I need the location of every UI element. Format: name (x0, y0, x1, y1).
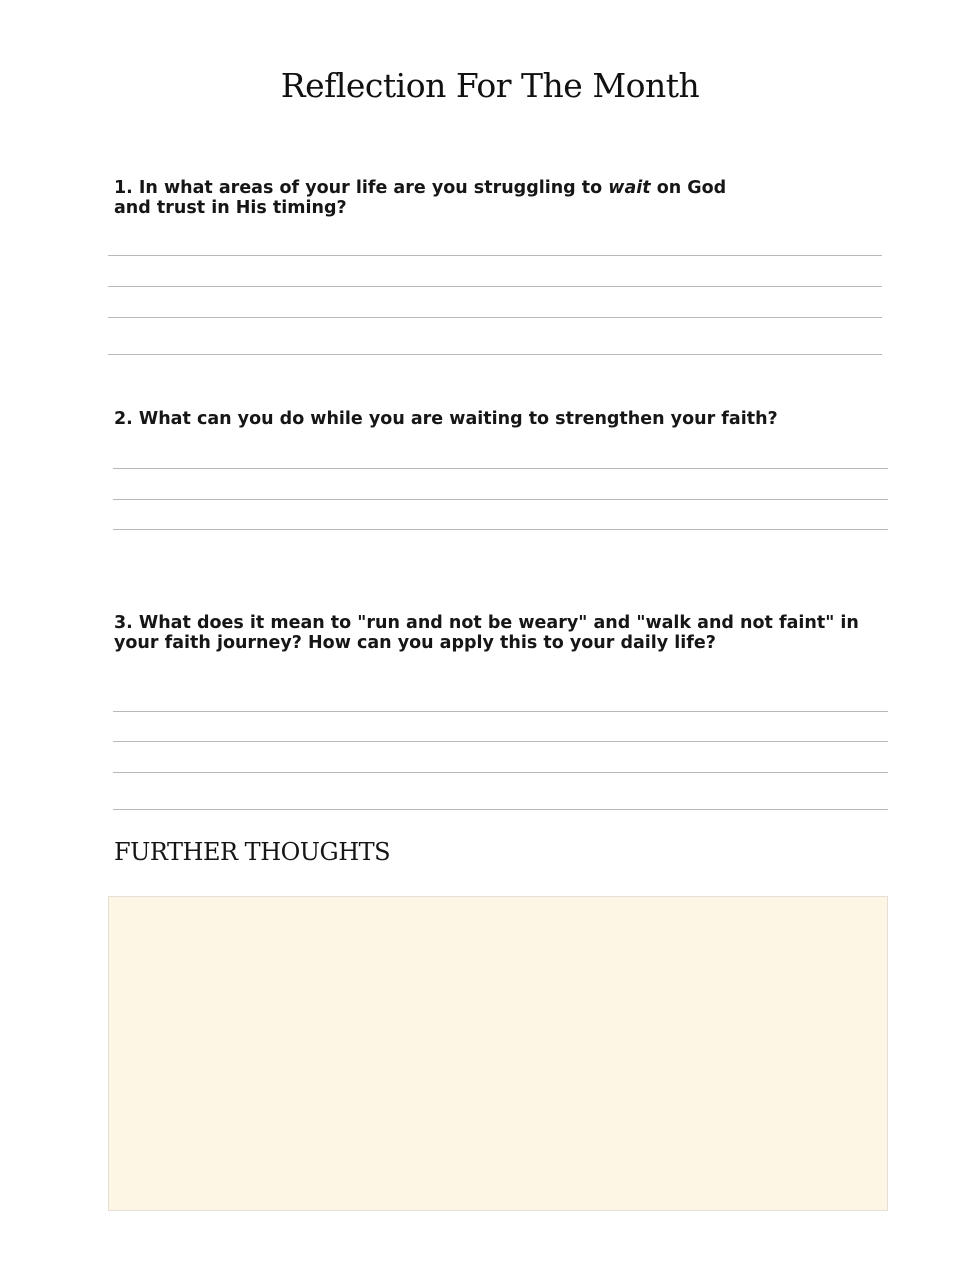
answer-line-q2-1[interactable] (113, 468, 888, 469)
answer-line-q1-1[interactable] (108, 255, 882, 256)
answer-line-q1-2[interactable] (108, 286, 882, 287)
further-thoughts-notes-box[interactable] (108, 896, 888, 1211)
question-2-text: What can you do while you are waiting to strengthen your faith? (138, 409, 778, 429)
question-3-number: 3. (114, 613, 133, 633)
answer-line-q2-2[interactable] (113, 499, 888, 500)
question-3 (114, 613, 874, 653)
question-3-text: What does it mean to "run and not be weary" and "walk and not faint" in your faith journey? How can you apply this to your daily life? (114, 613, 859, 653)
answer-line-q1-3[interactable] (108, 317, 882, 318)
page-title: Reflection For The Month (280, 66, 700, 105)
question-1 (114, 178, 754, 218)
question-2-number: 2. (114, 409, 133, 429)
answer-line-q3-1[interactable] (113, 711, 888, 712)
question-1-text-after: on God and trust in His timing? (114, 178, 727, 218)
answer-line-q3-2[interactable] (113, 741, 888, 742)
question-1-emphasis: wait (608, 178, 651, 198)
question-1-text-before: In what areas of your life are you struggling to (138, 178, 609, 198)
question-1-number: 1. (114, 178, 133, 198)
answer-line-q3-3[interactable] (113, 772, 888, 773)
answer-line-q1-4[interactable] (108, 354, 882, 355)
answer-line-q2-3[interactable] (113, 529, 888, 530)
further-thoughts-heading: FURTHER THOUGHTS (114, 838, 391, 866)
question-2 (114, 409, 874, 429)
answer-line-q3-4[interactable] (113, 809, 888, 810)
